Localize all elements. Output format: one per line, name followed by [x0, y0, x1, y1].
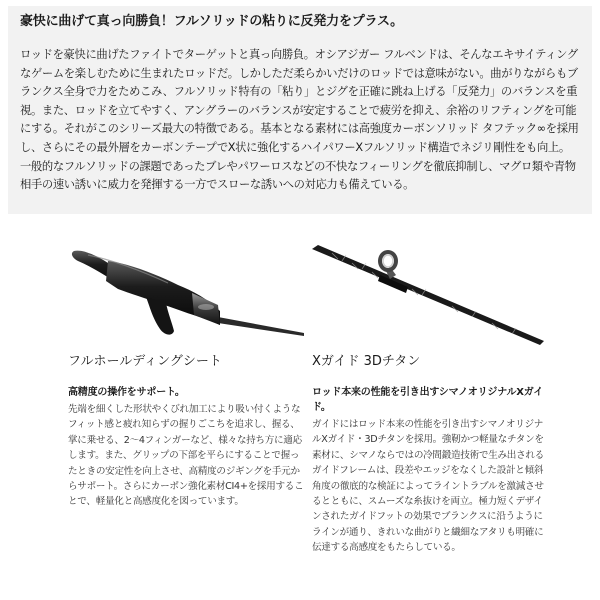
- reel-seat-photo-icon: [68, 245, 304, 345]
- intro-title: 豪快に曲げて真っ向勝負！フルソリッドの粘りに反発力をプラス。: [20, 14, 403, 29]
- feature-x-guide: [312, 245, 544, 556]
- rod-guide-photo-icon: [312, 245, 544, 345]
- feature-title: フルホールディングシート: [68, 354, 222, 369]
- feature-body: ガイドにはロッド本来の性能を引き出すシマノオリジナルXガイド・3Dチタンを採用。強靭かつ軽量なチタンを素材に、シマノならではの冷間鍛造技術で生み出されるガイドフレームは、段差やエッジをなくした設計と傾斜角度の徹底的な検証によってライントラブルを激減させるとともに、スムーズな糸抜けを両立。極力短くデザインされたガイドフットの効果でブランクスに沿うようにラインが通り、きれいな曲がりと繊細なアタリも明確に伝達する高感度をもたらしている。: [312, 419, 544, 554]
- intro-body: ロッドを豪快に曲げたファイトでターゲットと真っ向勝負。オシアジガー フルベンドは、そんなエキサイティングなゲームを楽しむために生まれたロッドだ。しかしただ柔らかいだけのロッドでは意味がない。曲がりながらもブランクス全身で力をためこみ、フルソリッド特有の「粘り」とジグを正確に跳ね上げる「反発力」のバランスを重視。また、ロッドを立てやすく、アングラーのバランスが安定することで疲労を抑え、余裕のリフティングを可能にする。それがこのシリーズ最大の特徴である。基本となる素材には高強度カーボンソリッド タフテック∞を採用し、さらにその最外層をカーボンテープでX状に強化するハイパワーXフルソリッド構造でネジリ剛性をも向上。一般的なフルソリッドの課題であったブレやパワーロスなどの不快なフィーリングを徹底抑制し、マグロ類や青物相手の速い誘いに威力を発揮する一方でスローな誘いへの対応力も備えている。: [20, 48, 579, 192]
- feature-subtitle: 高精度の操作をサポート。: [68, 387, 185, 398]
- feature-title: Xガイド 3Dチタン: [312, 354, 421, 369]
- feature-reel-seat: [68, 245, 304, 510]
- feature-body: 先端を細くした形状やくびれ加工により吸い付くようなフィット感と疲れ知らずの握りごこちを追求し、握る、掌に乗せる、2～4フィンガーなど、様々な持ち方に適応します。また、グリップの下部を平らにすることで握ったときの安定性を向上させ、高精度のジギングを手元からサポート。さらにカーボン強化素材CI4+を採用することで、軽量化と高感度化を図っています。: [68, 404, 304, 508]
- feature-subtitle: ロッド本来の性能を引き出すシマノオリジナルXガイド。: [312, 387, 544, 413]
- intro-section: [8, 6, 592, 214]
